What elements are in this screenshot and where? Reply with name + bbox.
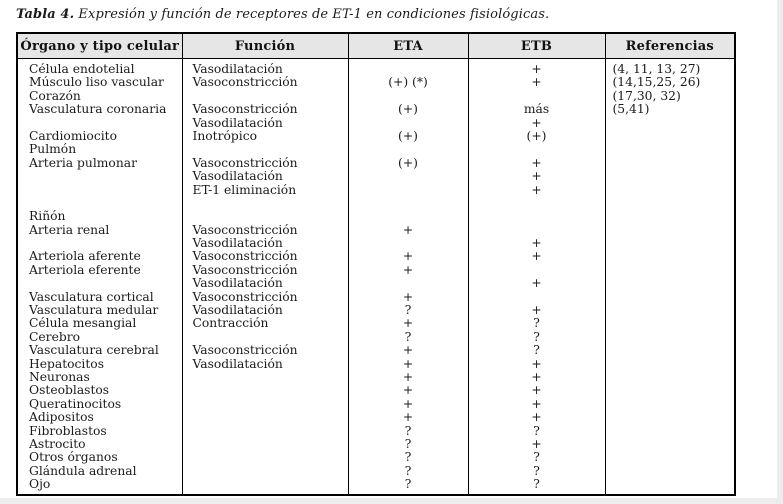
eta-line (349, 90, 468, 103)
organo-line: Músculo liso vascular (29, 76, 164, 90)
eta-line: + (402, 317, 414, 331)
funcion-line (183, 331, 348, 344)
organo-line: Otros órganos (29, 451, 118, 465)
funcion-line (183, 384, 348, 397)
referencias-line (606, 277, 735, 290)
organo-line: Célula endotelial (29, 63, 135, 76)
eta-line (349, 237, 468, 250)
referencias-line (606, 143, 735, 156)
funcion-line: Vasoconstricción (192, 103, 298, 117)
eta-line: + (402, 370, 414, 384)
funcion-line: Vasodilatación (192, 237, 283, 251)
organo-line: Ojo (29, 478, 51, 492)
funcion-line (183, 90, 348, 103)
etb-line: + (531, 116, 542, 130)
eta-line (349, 277, 468, 290)
funcion-line (183, 451, 348, 464)
funcion-line: Vasodilatación (192, 63, 283, 76)
organo-line: Astrocito (29, 437, 86, 451)
etb-line: + (531, 384, 542, 398)
table-header-row (17, 33, 735, 59)
etb-line: más (523, 103, 550, 117)
referencias-line (606, 371, 735, 384)
etb-line: + (531, 370, 542, 384)
organo-line: Vasculatura cortical (29, 290, 154, 304)
referencias-line (606, 117, 735, 130)
eta-line (349, 170, 468, 183)
organo-line (18, 184, 182, 197)
eta-line: + (402, 384, 414, 398)
eta-line: + (402, 411, 414, 425)
organo-line: Vasculatura medular (29, 304, 159, 318)
etb-line: ? (533, 330, 540, 344)
etb-line: + (531, 304, 542, 318)
funcion-line: Vasodilatación (192, 357, 283, 371)
eta-line: (+) (398, 103, 418, 117)
referencias-line (606, 331, 735, 344)
table-caption (16, 7, 549, 22)
funcion-line (183, 210, 348, 223)
referencias-line (606, 438, 735, 451)
etb-line (469, 90, 605, 103)
eta-line (349, 143, 468, 156)
eta-line: ? (404, 464, 412, 478)
organo-line: Arteria pulmonar (29, 156, 137, 170)
eta-line (349, 63, 468, 76)
organo-line: Pulmón (29, 143, 77, 157)
referencias-line (606, 237, 735, 250)
funcion-line (183, 371, 348, 384)
eta-line: (+) (*) (388, 76, 428, 90)
etb-line (469, 264, 605, 277)
referencias-line (606, 250, 735, 263)
organo-line: Queratinocitos (29, 397, 122, 411)
referencias-line (606, 451, 735, 464)
organo-line: Arteria renal (29, 223, 110, 237)
organo-line: Cerebro (29, 330, 80, 344)
funcion-line: Vasoconstricción (192, 344, 298, 358)
etb-line: (+) (526, 129, 547, 143)
column-header-referencias: Referencias (605, 33, 735, 59)
eta-line: + (402, 357, 414, 371)
referencias-line (606, 344, 735, 357)
funcion-line: Vasoconstricción (192, 290, 298, 304)
funcion-line: Inotrópico (192, 129, 257, 143)
funcion-line: Vasodilatación (192, 277, 283, 291)
column-body-funcion (182, 59, 348, 495)
referencias-line: (14,15,25, 26) (612, 76, 701, 90)
organo-line: Cardiomiocito (29, 129, 117, 143)
eta-line: + (402, 250, 414, 264)
column-body-organo (17, 59, 182, 495)
etb-line (469, 291, 605, 304)
organo-line: Riñón (29, 210, 66, 224)
eta-line: ? (404, 451, 412, 465)
etb-line: ? (533, 317, 540, 331)
eta-line (349, 210, 468, 223)
funcion-line: Vasoconstricción (192, 263, 298, 277)
eta-line: + (402, 397, 414, 411)
column-header-funcion: Función (182, 33, 348, 59)
referencias-line (606, 130, 735, 143)
etb-line: + (531, 63, 542, 76)
eta-line: (+) (398, 156, 418, 170)
referencias-line: (5,41) (612, 103, 650, 117)
organo-line: Neuronas (29, 370, 90, 384)
referencias-line (606, 170, 735, 183)
etb-line: + (531, 397, 542, 411)
organo-line: Célula mesangial (29, 317, 137, 331)
eta-line: ? (404, 424, 412, 438)
organo-line: Hepatocitos (29, 357, 105, 371)
eta-line: + (402, 290, 414, 304)
funcion-line (183, 197, 348, 210)
etb-line: + (531, 411, 542, 425)
referencias-line (606, 384, 735, 397)
eta-line: ? (404, 330, 412, 344)
organo-line: Fibroblastos (29, 424, 107, 438)
table-caption-label: Tabla 4. (16, 7, 75, 22)
referencias-line (606, 398, 735, 411)
column-body-referencias (605, 59, 735, 495)
referencias-line (606, 224, 735, 237)
referencias-line (606, 425, 735, 438)
referencias-line: (17,30, 32) (612, 89, 681, 103)
funcion-line: Vasodilatación (192, 304, 283, 318)
organo-line (18, 237, 182, 250)
column-body-etb (468, 59, 605, 495)
organo-line (18, 277, 182, 290)
funcion-line: Vasodilatación (192, 116, 283, 130)
eta-line: ? (404, 304, 412, 318)
funcion-line (183, 465, 348, 478)
eta-line: + (402, 223, 414, 237)
page-edge-bottom (0, 498, 783, 504)
referencias-line (606, 291, 735, 304)
funcion-line (183, 478, 348, 491)
funcion-line: Vasodilatación (192, 170, 283, 184)
organo-line: Arteriola eferente (29, 263, 141, 277)
funcion-line (183, 425, 348, 438)
organo-line: Osteoblastos (29, 384, 110, 398)
eta-line: ? (404, 478, 412, 492)
eta-line (349, 184, 468, 197)
eta-line: ? (404, 437, 412, 451)
funcion-line (183, 398, 348, 411)
referencias-line (606, 317, 735, 330)
etb-line: ? (533, 478, 540, 492)
organo-line: Corazón (29, 89, 81, 103)
etb-line: ? (533, 344, 540, 358)
etb-line: + (531, 437, 542, 451)
etb-line (469, 210, 605, 223)
column-header-etb: ETB (468, 33, 605, 59)
organo-line: Glándula adrenal (29, 464, 137, 478)
table-caption-text: Expresión y función de receptores de ET-1 en condiciones fisiológicas. (74, 7, 550, 22)
funcion-line: Vasoconstricción (192, 223, 298, 237)
organo-line: Vasculatura cerebral (29, 344, 159, 358)
column-header-organo: Órgano y tipo celular (17, 33, 182, 59)
referencias-line (606, 478, 735, 491)
funcion-line: Contracción (192, 317, 269, 331)
eta-line (349, 117, 468, 130)
column-header-eta: ETA (348, 33, 468, 59)
etb-line: + (531, 237, 542, 251)
organo-line: Vasculatura coronaria (29, 103, 167, 117)
etb-line (469, 224, 605, 237)
etb-line: ? (533, 451, 540, 465)
referencias-line (606, 197, 735, 210)
etb-line: ? (533, 424, 540, 438)
referencias-line (606, 304, 735, 317)
referencias-line (606, 465, 735, 478)
etb-line (469, 197, 605, 210)
funcion-line: Vasoconstricción (192, 76, 298, 90)
organo-line: Arteriola aferente (29, 250, 141, 264)
referencias-line: (4, 11, 13, 27) (612, 63, 701, 76)
funcion-line: ET-1 eliminación (192, 183, 297, 197)
etb-line: + (531, 170, 542, 184)
page-edge-right (777, 0, 783, 504)
organo-line: Adipositos (29, 411, 94, 425)
etb-line: + (531, 76, 542, 90)
etb-line: + (531, 277, 542, 291)
referencias-line (606, 210, 735, 223)
column-body-eta (348, 59, 468, 495)
funcion-line: Vasoconstricción (192, 156, 298, 170)
funcion-line (183, 411, 348, 424)
organo-line (18, 117, 182, 130)
table-body-row (17, 59, 735, 495)
referencias-line (606, 411, 735, 424)
etb-line: + (531, 357, 542, 371)
organo-line (18, 170, 182, 183)
etb-line: + (531, 250, 542, 264)
referencias-line (606, 358, 735, 371)
referencias-line (606, 184, 735, 197)
organo-line (18, 197, 182, 210)
referencias-line (606, 157, 735, 170)
eta-line: (+) (398, 129, 418, 143)
referencias-line (606, 264, 735, 277)
eta-line: + (402, 344, 414, 358)
eta-line (349, 197, 468, 210)
etb-line: + (531, 183, 542, 197)
eta-line: + (402, 263, 414, 277)
funcion-line: Vasoconstricción (192, 250, 298, 264)
expression-table (16, 32, 736, 496)
funcion-line (183, 143, 348, 156)
etb-line: + (531, 156, 542, 170)
etb-line: ? (533, 464, 540, 478)
etb-line (469, 143, 605, 156)
funcion-line (183, 438, 348, 451)
